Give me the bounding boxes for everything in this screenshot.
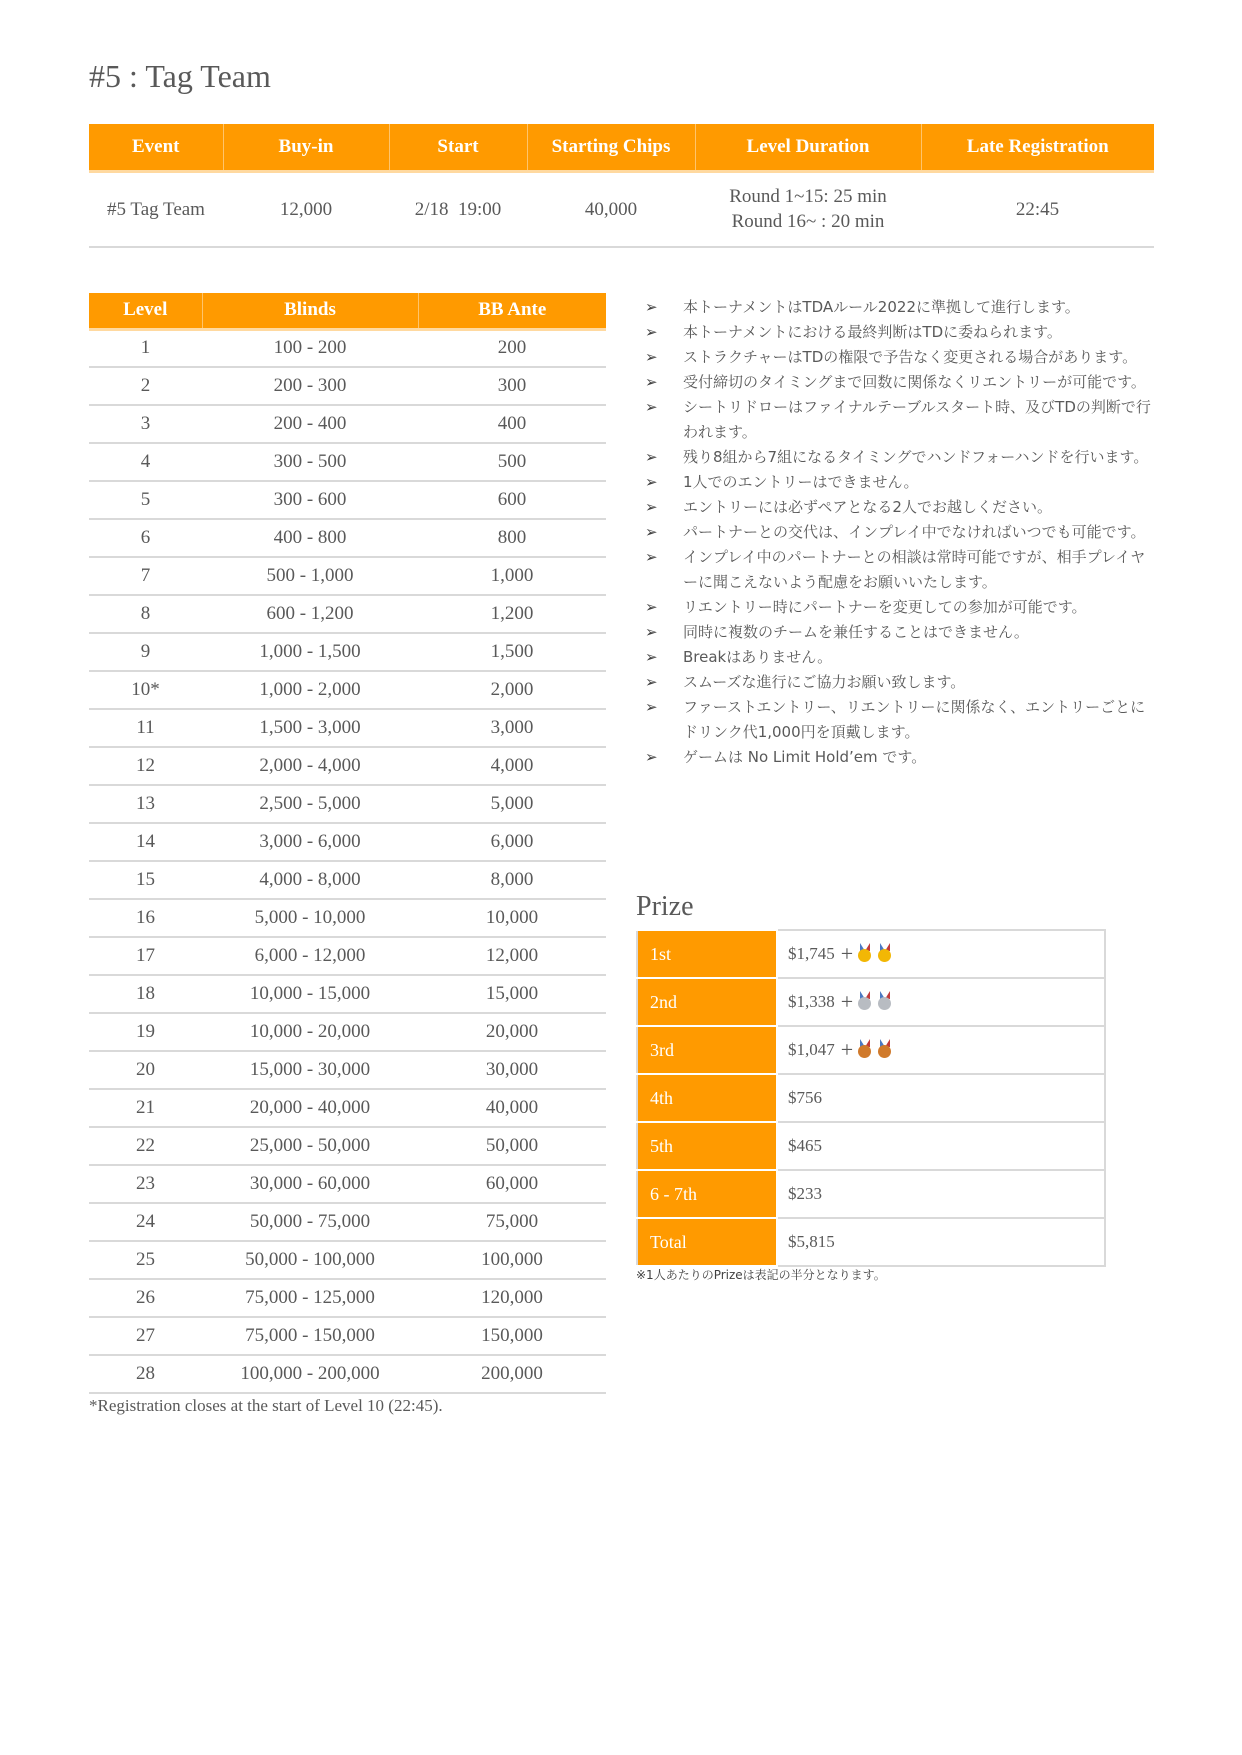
arrow-bullet-icon: ➢: [645, 498, 658, 516]
prize-place: 6 - 7th: [637, 1170, 777, 1218]
blinds-cell: 75,000 - 150,000: [202, 1317, 418, 1355]
prize-row: [637, 1122, 1105, 1170]
rule-text: 同時に複数のチームを兼任することはできません。: [683, 623, 1029, 641]
blinds-header: Blinds: [202, 293, 418, 329]
blinds-cell: 500 - 1,000: [202, 557, 418, 595]
prize-amount: $1,338: [788, 992, 835, 1011]
rule-item: [645, 345, 1160, 370]
prize-row: [637, 1170, 1105, 1218]
prize-amount-cell: [777, 1170, 1105, 1218]
prize-place: 2nd: [637, 978, 777, 1026]
prize-amount-cell: [777, 1026, 1105, 1074]
prize-amount-cell: [777, 1122, 1105, 1170]
page-title: #5 : Tag Team: [89, 58, 271, 94]
level-cell: 19: [89, 1013, 202, 1051]
rule-text: 残り8組から7組になるタイミングでハンドフォーハンドを行います。: [683, 448, 1149, 466]
level-cell: 12: [89, 747, 202, 785]
bb-ante-cell: 30,000: [418, 1051, 606, 1089]
blinds-cell: 50,000 - 75,000: [202, 1203, 418, 1241]
bb-ante-cell: 400: [418, 405, 606, 443]
prize-row: [637, 1074, 1105, 1122]
blinds-row: [89, 937, 606, 975]
arrow-bullet-icon: ➢: [645, 398, 658, 416]
prize-title: Prize: [636, 891, 694, 922]
prize-place: 3rd: [637, 1026, 777, 1074]
arrow-bullet-icon: ➢: [645, 548, 658, 566]
rule-item: [645, 445, 1160, 470]
prize-row: [637, 1218, 1105, 1266]
bb-ante-cell: 3,000: [418, 709, 606, 747]
rules-list: [645, 295, 1160, 770]
level-duration-cell: [695, 171, 921, 247]
bb-ante-header: BB Ante: [418, 293, 606, 329]
prize-row: [637, 978, 1105, 1026]
blinds-row: [89, 595, 606, 633]
blinds-cell: 1,500 - 3,000: [202, 709, 418, 747]
silver-medal-icon: [856, 991, 873, 1010]
prize-body: [637, 930, 1105, 1266]
level-cell: 25: [89, 1241, 202, 1279]
rule-item: [645, 620, 1160, 645]
level-cell: 3: [89, 405, 202, 443]
arrow-bullet-icon: ➢: [645, 748, 658, 766]
bb-ante-cell: 1,000: [418, 557, 606, 595]
bb-ante-cell: 120,000: [418, 1279, 606, 1317]
start-cell: 2/18 19:00: [389, 171, 527, 247]
rule-text: インプレイ中のパートナーとの相談は常時可能ですが、相手プレイヤーに聞こえないよう配慮をお願いいたします。: [683, 548, 1146, 591]
blinds-cell: 200 - 400: [202, 405, 418, 443]
bb-ante-cell: 100,000: [418, 1241, 606, 1279]
blinds-cell: 75,000 - 125,000: [202, 1279, 418, 1317]
level-cell: 18: [89, 975, 202, 1013]
late-registration-cell: 22:45: [921, 171, 1154, 247]
rule-item: [645, 470, 1160, 495]
blinds-row: [89, 557, 606, 595]
level-cell: 13: [89, 785, 202, 823]
blinds-cell: 100,000 - 200,000: [202, 1355, 418, 1393]
rule-item: [645, 595, 1160, 620]
rule-text: パートナーとの交代は、インプレイ中でなければいつでも可能です。: [683, 523, 1146, 541]
blinds-row: [89, 1355, 606, 1393]
level-cell: 2: [89, 367, 202, 405]
buy-in-header: Buy-in: [223, 124, 389, 171]
bb-ante-cell: 8,000: [418, 861, 606, 899]
blinds-cell: 50,000 - 100,000: [202, 1241, 418, 1279]
level-cell: 8: [89, 595, 202, 633]
blinds-cell: 6,000 - 12,000: [202, 937, 418, 975]
arrow-bullet-icon: ➢: [645, 623, 658, 641]
bb-ante-cell: 5,000: [418, 785, 606, 823]
level-cell: 5: [89, 481, 202, 519]
rule-text: Breakはありません。: [683, 648, 833, 666]
rule-item: [645, 495, 1160, 520]
prize-note: ※1人あたりのPrizeは表記の半分となります。: [636, 1268, 886, 1282]
rule-text: 本トーナメントにおける最終判断はTDに委ねられます。: [683, 323, 1062, 341]
blinds-row: [89, 405, 606, 443]
blinds-cell: 200 - 300: [202, 367, 418, 405]
event-table: [89, 124, 1154, 248]
blinds-row: [89, 747, 606, 785]
prize-row: [637, 1026, 1105, 1074]
plus-sign: +: [840, 941, 854, 966]
bronze-medal-icon: [876, 1039, 893, 1058]
blinds-cell: 1,000 - 2,000: [202, 671, 418, 709]
blinds-row: [89, 823, 606, 861]
blinds-cell: 2,500 - 5,000: [202, 785, 418, 823]
level-cell: 27: [89, 1317, 202, 1355]
rule-item: [645, 545, 1160, 595]
start-header: Start: [389, 124, 527, 171]
rule-item: [645, 745, 1160, 770]
blinds-cell: 15,000 - 30,000: [202, 1051, 418, 1089]
rule-text: ゲームは No Limit Hold’em です。: [683, 748, 927, 766]
bb-ante-cell: 2,000: [418, 671, 606, 709]
arrow-bullet-icon: ➢: [645, 373, 658, 391]
blinds-cell: 25,000 - 50,000: [202, 1127, 418, 1165]
blinds-cell: 300 - 600: [202, 481, 418, 519]
blinds-cell: 4,000 - 8,000: [202, 861, 418, 899]
blinds-row: [89, 1241, 606, 1279]
blinds-row: [89, 709, 606, 747]
prize-amount: $5,815: [788, 1232, 835, 1251]
rule-text: スムーズな進行にご協力お願い致します。: [683, 673, 966, 691]
level-cell: 4: [89, 443, 202, 481]
starting-chips-cell: 40,000: [527, 171, 695, 247]
bb-ante-cell: 1,500: [418, 633, 606, 671]
blinds-cell: 20,000 - 40,000: [202, 1089, 418, 1127]
rule-item: [645, 695, 1160, 745]
rule-item: [645, 645, 1160, 670]
blinds-row: [89, 1013, 606, 1051]
blinds-cell: 400 - 800: [202, 519, 418, 557]
bb-ante-cell: 6,000: [418, 823, 606, 861]
blinds-note: *Registration closes at the start of Level 10 (22:45).: [89, 1396, 443, 1415]
level-cell: 15: [89, 861, 202, 899]
bb-ante-cell: 15,000: [418, 975, 606, 1013]
prize-amount-cell: [777, 1218, 1105, 1266]
arrow-bullet-icon: ➢: [645, 648, 658, 666]
rule-text: 受付締切のタイミングまで回数に関係なくリエントリーが可能です。: [683, 373, 1146, 391]
event-table-row: [89, 171, 1154, 247]
bb-ante-cell: 12,000: [418, 937, 606, 975]
arrow-bullet-icon: ➢: [645, 448, 658, 466]
rule-text: シートリドローはファイナルテーブルスタート時、及びTDの判断で行われます。: [683, 398, 1151, 441]
blinds-row: [89, 367, 606, 405]
blinds-row: [89, 329, 606, 367]
bb-ante-cell: 800: [418, 519, 606, 557]
level-cell: 16: [89, 899, 202, 937]
blinds-cell: 300 - 500: [202, 443, 418, 481]
rule-text: ファーストエントリー、リエントリーに関係なく、エントリーごとにドリンク代1,000円を頂戴します。: [683, 698, 1146, 741]
level-cell: 7: [89, 557, 202, 595]
prize-place: 1st: [637, 930, 777, 978]
blinds-row: [89, 443, 606, 481]
arrow-bullet-icon: ➢: [645, 348, 658, 366]
prize-table: [636, 929, 1106, 1267]
blinds-cell: 100 - 200: [202, 329, 418, 367]
bb-ante-cell: 150,000: [418, 1317, 606, 1355]
level-cell: 11: [89, 709, 202, 747]
level-cell: 24: [89, 1203, 202, 1241]
prize-amount-cell: [777, 978, 1105, 1026]
prize-amount: $756: [788, 1088, 822, 1107]
level-cell: 22: [89, 1127, 202, 1165]
rule-text: 本トーナメントはTDAルール2022に準拠して進行します。: [683, 298, 1080, 316]
plus-sign: +: [840, 1037, 854, 1062]
level-cell: 21: [89, 1089, 202, 1127]
level-cell: 10*: [89, 671, 202, 709]
blinds-body: [89, 329, 606, 1393]
level-cell: 26: [89, 1279, 202, 1317]
blinds-cell: 2,000 - 4,000: [202, 747, 418, 785]
bb-ante-cell: 60,000: [418, 1165, 606, 1203]
rule-text: リエントリー時にパートナーを変更しての参加が可能です。: [683, 598, 1087, 616]
blinds-cell: 10,000 - 15,000: [202, 975, 418, 1013]
prize-place: 4th: [637, 1074, 777, 1122]
rule-item: [645, 670, 1160, 695]
arrow-bullet-icon: ➢: [645, 698, 658, 716]
silver-medal-icon: [876, 991, 893, 1010]
level-cell: 14: [89, 823, 202, 861]
blinds-row: [89, 1165, 606, 1203]
blinds-row: [89, 1203, 606, 1241]
bb-ante-cell: 50,000: [418, 1127, 606, 1165]
prize-amount: $233: [788, 1184, 822, 1203]
blinds-row: [89, 785, 606, 823]
arrow-bullet-icon: ➢: [645, 473, 658, 491]
bb-ante-cell: 4,000: [418, 747, 606, 785]
bb-ante-cell: 1,200: [418, 595, 606, 633]
blinds-cell: 600 - 1,200: [202, 595, 418, 633]
rule-text: エントリーには必ずペアとなる2人でお越しください。: [683, 498, 1052, 516]
bb-ante-cell: 40,000: [418, 1089, 606, 1127]
level-cell: 9: [89, 633, 202, 671]
blinds-row: [89, 1089, 606, 1127]
arrow-bullet-icon: ➢: [645, 673, 658, 691]
rule-item: [645, 370, 1160, 395]
rule-text: ストラクチャーはTDの権限で予告なく変更される場合があります。: [683, 348, 1138, 366]
rule-item: [645, 295, 1160, 320]
level-duration-line-2: Round 16~ : 20 min: [731, 211, 885, 233]
arrow-bullet-icon: ➢: [645, 523, 658, 541]
plus-sign: +: [840, 989, 854, 1014]
blinds-cell: 3,000 - 6,000: [202, 823, 418, 861]
late-registration-header: Late Registration: [921, 124, 1154, 171]
rule-text: 1人でのエントリーはできません。: [683, 473, 919, 491]
blinds-row: [89, 975, 606, 1013]
blinds-row: [89, 1051, 606, 1089]
bb-ante-cell: 75,000: [418, 1203, 606, 1241]
blinds-row: [89, 1127, 606, 1165]
level-duration-line-1: Round 1~15: 25 min: [729, 186, 887, 208]
arrow-bullet-icon: ➢: [645, 323, 658, 341]
bb-ante-cell: 600: [418, 481, 606, 519]
event-cell: #5 Tag Team: [89, 171, 223, 247]
level-duration-header: Level Duration: [695, 124, 921, 171]
rule-item: [645, 520, 1160, 545]
bronze-medal-icon: [856, 1039, 873, 1058]
prize-place: Total: [637, 1218, 777, 1266]
blinds-row: [89, 633, 606, 671]
prize-amount: $465: [788, 1136, 822, 1155]
prize-amount-cell: [777, 930, 1105, 978]
blinds-row: [89, 671, 606, 709]
level-cell: 6: [89, 519, 202, 557]
bb-ante-cell: 200: [418, 329, 606, 367]
blinds-row: [89, 861, 606, 899]
level-cell: 28: [89, 1355, 202, 1393]
blinds-cell: 30,000 - 60,000: [202, 1165, 418, 1203]
prize-place: 5th: [637, 1122, 777, 1170]
bb-ante-cell: 10,000: [418, 899, 606, 937]
level-cell: 17: [89, 937, 202, 975]
blinds-row: [89, 1317, 606, 1355]
level-cell: 23: [89, 1165, 202, 1203]
blinds-cell: 5,000 - 10,000: [202, 899, 418, 937]
bb-ante-cell: 20,000: [418, 1013, 606, 1051]
rule-item: [645, 320, 1160, 345]
prize-amount-cell: [777, 1074, 1105, 1122]
blinds-cell: 10,000 - 20,000: [202, 1013, 418, 1051]
bb-ante-cell: 200,000: [418, 1355, 606, 1393]
prize-amount: $1,047: [788, 1040, 835, 1059]
level-cell: 1: [89, 329, 202, 367]
blinds-cell: 1,000 - 1,500: [202, 633, 418, 671]
prize-row: [637, 930, 1105, 978]
bb-ante-cell: 300: [418, 367, 606, 405]
gold-medal-icon: [856, 943, 873, 962]
level-header: Level: [89, 293, 202, 329]
level-cell: 20: [89, 1051, 202, 1089]
event-header: Event: [89, 124, 223, 171]
blinds-table: [89, 293, 606, 1394]
prize-amount: $1,745: [788, 944, 835, 963]
event-table-header-row: [89, 124, 1154, 171]
arrow-bullet-icon: ➢: [645, 298, 658, 316]
blinds-row: [89, 519, 606, 557]
blinds-header-row: [89, 293, 606, 329]
buy-in-cell: 12,000: [223, 171, 389, 247]
blinds-row: [89, 899, 606, 937]
blinds-row: [89, 481, 606, 519]
gold-medal-icon: [876, 943, 893, 962]
rule-item: [645, 395, 1160, 445]
arrow-bullet-icon: ➢: [645, 598, 658, 616]
starting-chips-header: Starting Chips: [527, 124, 695, 171]
blinds-row: [89, 1279, 606, 1317]
bb-ante-cell: 500: [418, 443, 606, 481]
